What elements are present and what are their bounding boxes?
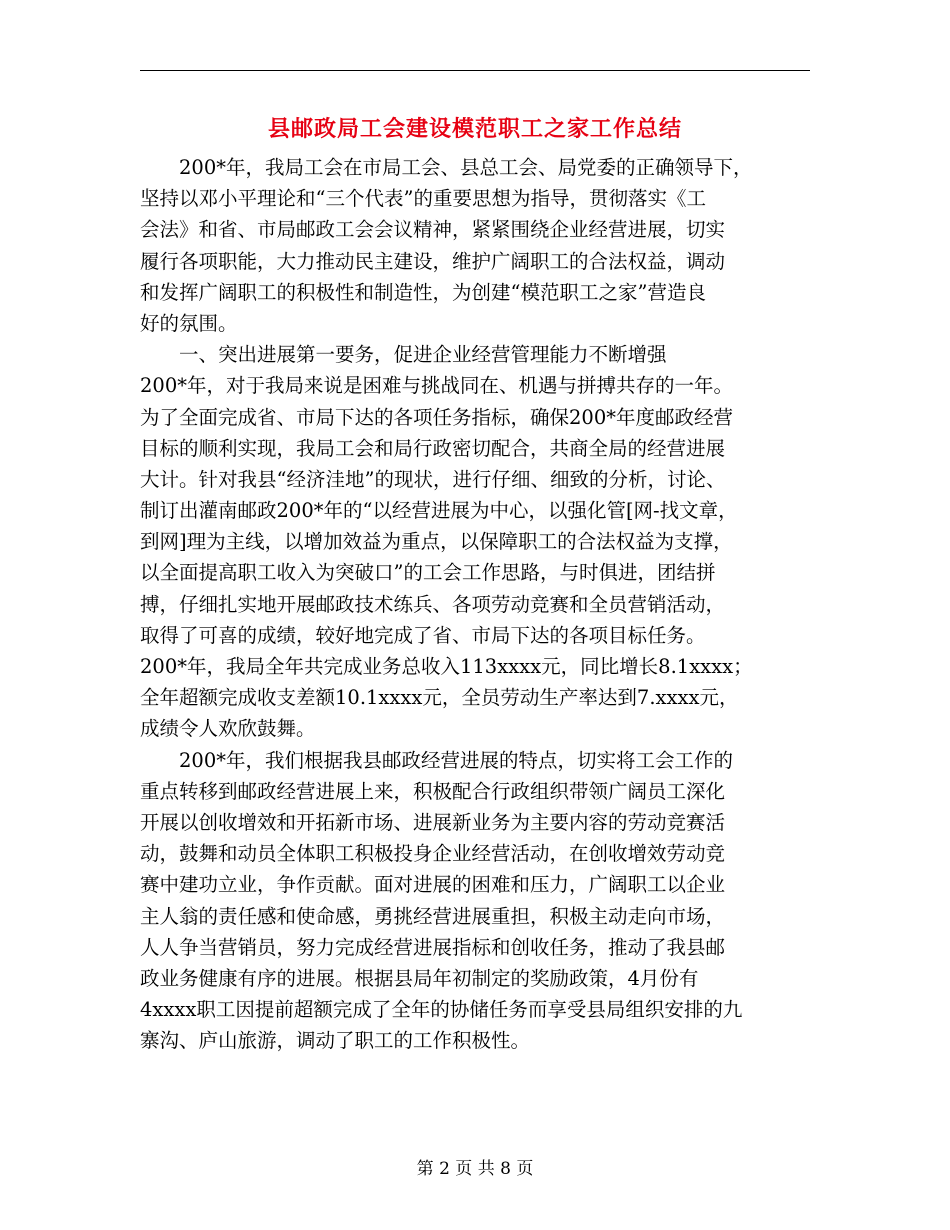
text-line: 以全面提高职工收入为突破口”的工会工作思路，与时俱进，团结拼 (140, 561, 716, 585)
text-line: 搏，仔细扎实地开展邮政技术练兵、各项劳动竞赛和全员营销活动， (140, 592, 726, 616)
header-rule (140, 70, 810, 71)
text-line: 赛中建功立业，争作贡献。面对进展的困难和压力，广阔职工以企业 (140, 873, 726, 897)
text-line: 一、突出进展第一要务，促进企业经营管理能力不断增强 (179, 343, 667, 367)
text-line: 人人争当营销员，努力完成经营进展指标和创收任务，推动了我县邮 (140, 935, 726, 959)
text-line: 取得了可喜的成绩，较好地完成了省、市局下达的各项目标任务。 (140, 623, 706, 647)
text-line: 4xxxx职工因提前超额完成了全年的协储任务而享受县局组织安排的九 (140, 998, 743, 1022)
text-line: 坚持以邓小平理论和“三个代表”的重要思想为指导，贯彻落实《工 (140, 187, 706, 211)
text-line: 200*年，我局工会在市局工会、县总工会、局党委的正确领导下， (179, 156, 753, 179)
text-line: 制订出灌南邮政200*年的“以经营进展为中心，以强化管[网-找文章， (140, 499, 738, 523)
text-line: 200*年，我局全年共完成业务总收入113xxxx元，同比增长8.1xxxx； (140, 655, 753, 678)
text-line: 全年超额完成收支差额10.1xxxx元，全员劳动生产率达到7.xxxx元， (140, 686, 739, 710)
text-line: 大计。针对我县“经济洼地”的现状，进行仔细、细致的分析，讨论、 (140, 467, 726, 491)
document-body (140, 152, 810, 1056)
text-line: 到网]理为主线，以增加效益为重点，以保障职工的合法权益为支撑， (140, 530, 733, 554)
text-line: 履行各项职能，大力推动民主建设，维护广阔职工的合法权益，调动 (140, 249, 726, 273)
text-line: 成绩令人欢欣鼓舞。 (140, 717, 316, 741)
text-line: 动，鼓舞和动员全体职工积极投身企业经营活动，在创收增效劳动竞 (140, 842, 726, 866)
text-line: 为了全面完成省、市局下达的各项任务指标，确保200*年度邮政经营 (140, 405, 733, 429)
text-line: 200*年，我们根据我县邮政经营进展的特点，切实将工会工作的 (179, 748, 733, 772)
text-line: 主人翁的责任感和使命感，勇挑经营进展重担，积极主动走向市场， (140, 904, 726, 928)
text-line: 寨沟、庐山旅游，调动了职工的工作积极性。 (140, 1029, 531, 1053)
page-number-footer: 第 2 页 共 8 页 (416, 1159, 534, 1179)
text-line: 和发挥广阔职工的积极性和制造性，为创建“模范职工之家”营造良 (140, 280, 706, 304)
text-line: 重点转移到邮政经营进展上来，积极配合行政组织带领广阔员工深化 (140, 779, 726, 803)
document-title: 县邮政局工会建设模范职工之家工作总结 (267, 116, 682, 142)
text-line: 好的氛围。 (140, 311, 238, 335)
text-line: 会法》和省、市局邮政工会会议精神，紧紧围绕企业经营进展，切实 (140, 218, 726, 242)
text-line: 开展以创收增效和开拓新市场、进展新业务为主要内容的劳动竞赛活 (140, 810, 726, 834)
text-line: 200*年，对于我局来说是困难与挑战同在、机遇与拼搏共存的一年。 (140, 374, 733, 398)
text-line: 目标的顺利实现，我局工会和局行政密切配合，共商全局的经营进展 (140, 436, 726, 460)
text-line: 政业务健康有序的进展。根据县局年初制定的奖励政策，4月份有 (140, 966, 699, 990)
